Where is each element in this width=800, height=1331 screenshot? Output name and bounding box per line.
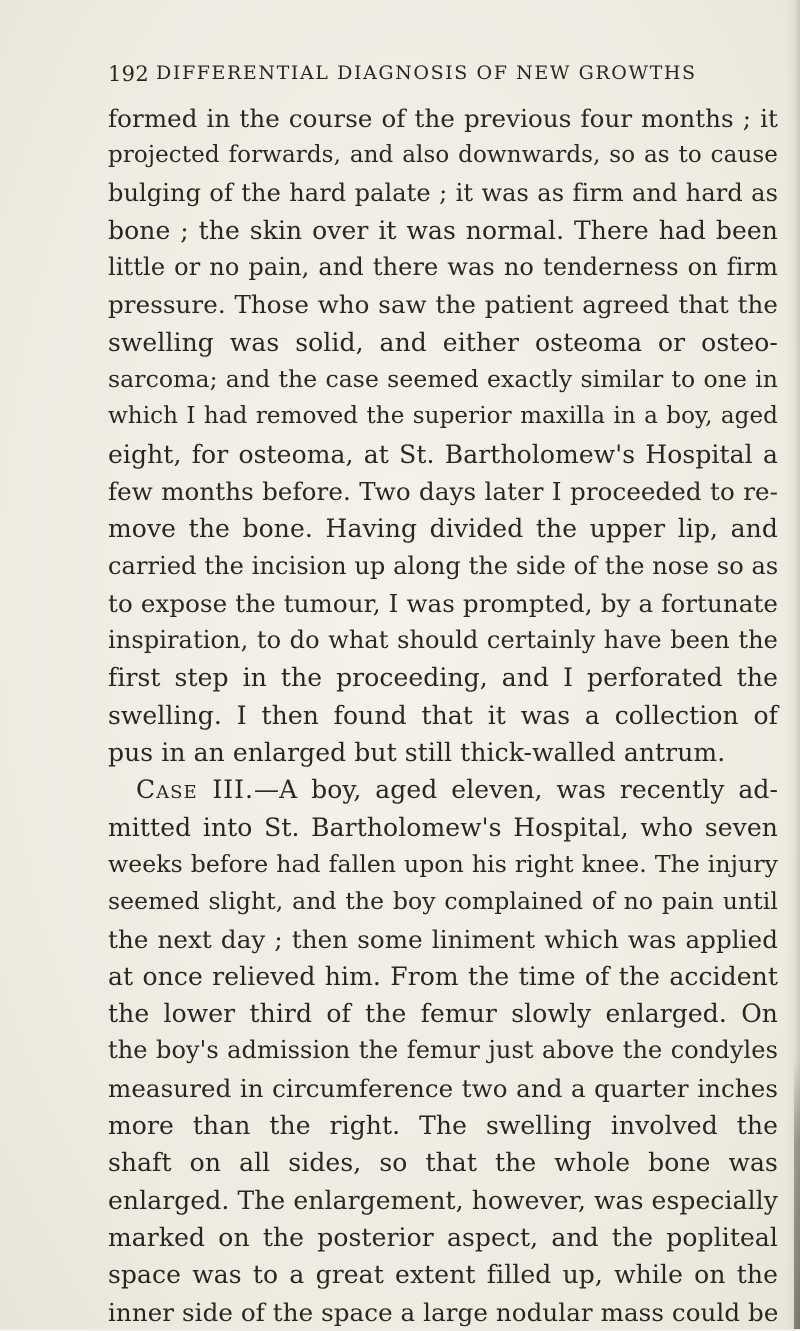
body-text [108,100,778,1331]
text-line: swelling. I then found that it was a collection of [108,700,778,730]
text-line: carried the incision up along the side of the nose so as [108,551,779,580]
text-line: the boy's admission the femur just above the condyles [108,1036,778,1065]
text-line: first step in the proceeding, and I perforated the [108,663,778,693]
text-line: at once relieved him. From the time of the accident [108,961,778,991]
text-line: formed in the course of the previous four months ; it [108,104,778,133]
text-line: swelling was solid, and either osteoma or osteo- [108,327,778,357]
running-head: DIFFERENTIAL DIAGNOSIS OF NEW GROWTHS [156,62,697,84]
text-line: the next day ; then some liniment which was applied [108,924,778,954]
text-line: pressure. Those who saw the patient agreed that the [108,290,778,320]
text-line: inspiration, to do what should certainly have been the [108,626,778,655]
text-line: shaft on all sides, so that the whole bone was [108,1148,778,1178]
text-line: space was to a great extent filled up, while on the [108,1260,778,1290]
page-edge-dark [794,1060,800,1329]
case-heading: Case III. [136,775,254,805]
text-line: few months before. Two days later I proceeded to re- [108,476,778,506]
text-line: pus in an enlarged but still thick-walled antrum. [108,738,726,768]
text-line: seemed slight, and the boy complained of no pain until [108,887,778,916]
text-line: —A boy, aged eleven, was recently ad- [254,775,779,805]
case-heading-line [108,771,778,808]
text-line: move the bone. Having divided the upper lip, and [108,514,778,544]
text-line: marked on the posterior aspect, and the popliteal [108,1222,778,1252]
text-line: little or no pain, and there was no tenderness on firm [108,253,778,282]
text-line: bone ; the skin over it was normal. There had been [108,215,778,245]
text-line: weeks before had fallen upon his right knee. The injury [108,849,778,878]
text-line: measured in circumference two and a quarter inches [108,1073,778,1103]
page-header [108,62,788,96]
text-line: enlarged. The enlargement, however, was especially [108,1185,778,1215]
text-line: the lower third of the femur slowly enlarged. On [108,999,778,1029]
text-line: mitted into St. Bartholomew's Hospital, who seven [108,812,778,842]
text-line: more than the right. The swelling involved the [108,1111,778,1141]
text-line: inner side of the space a large nodular mass could be [108,1297,779,1327]
page-number: 192 [108,62,149,86]
text-line: eight, for osteoma, at St. Bartholomew's Hospital a [108,439,778,469]
text-line: projected forwards, and also downwards, so as to cause [108,142,778,169]
text-line: bulging of the hard palate ; it was as firm and hard as [108,178,778,207]
text-line: to expose the tumour, I was prompted, by a fortunate [108,588,778,618]
text-line: sarcoma; and the case seemed exactly similar to one in [108,365,778,394]
text-line: which I had removed the superior maxilla in a boy, aged [108,403,778,430]
